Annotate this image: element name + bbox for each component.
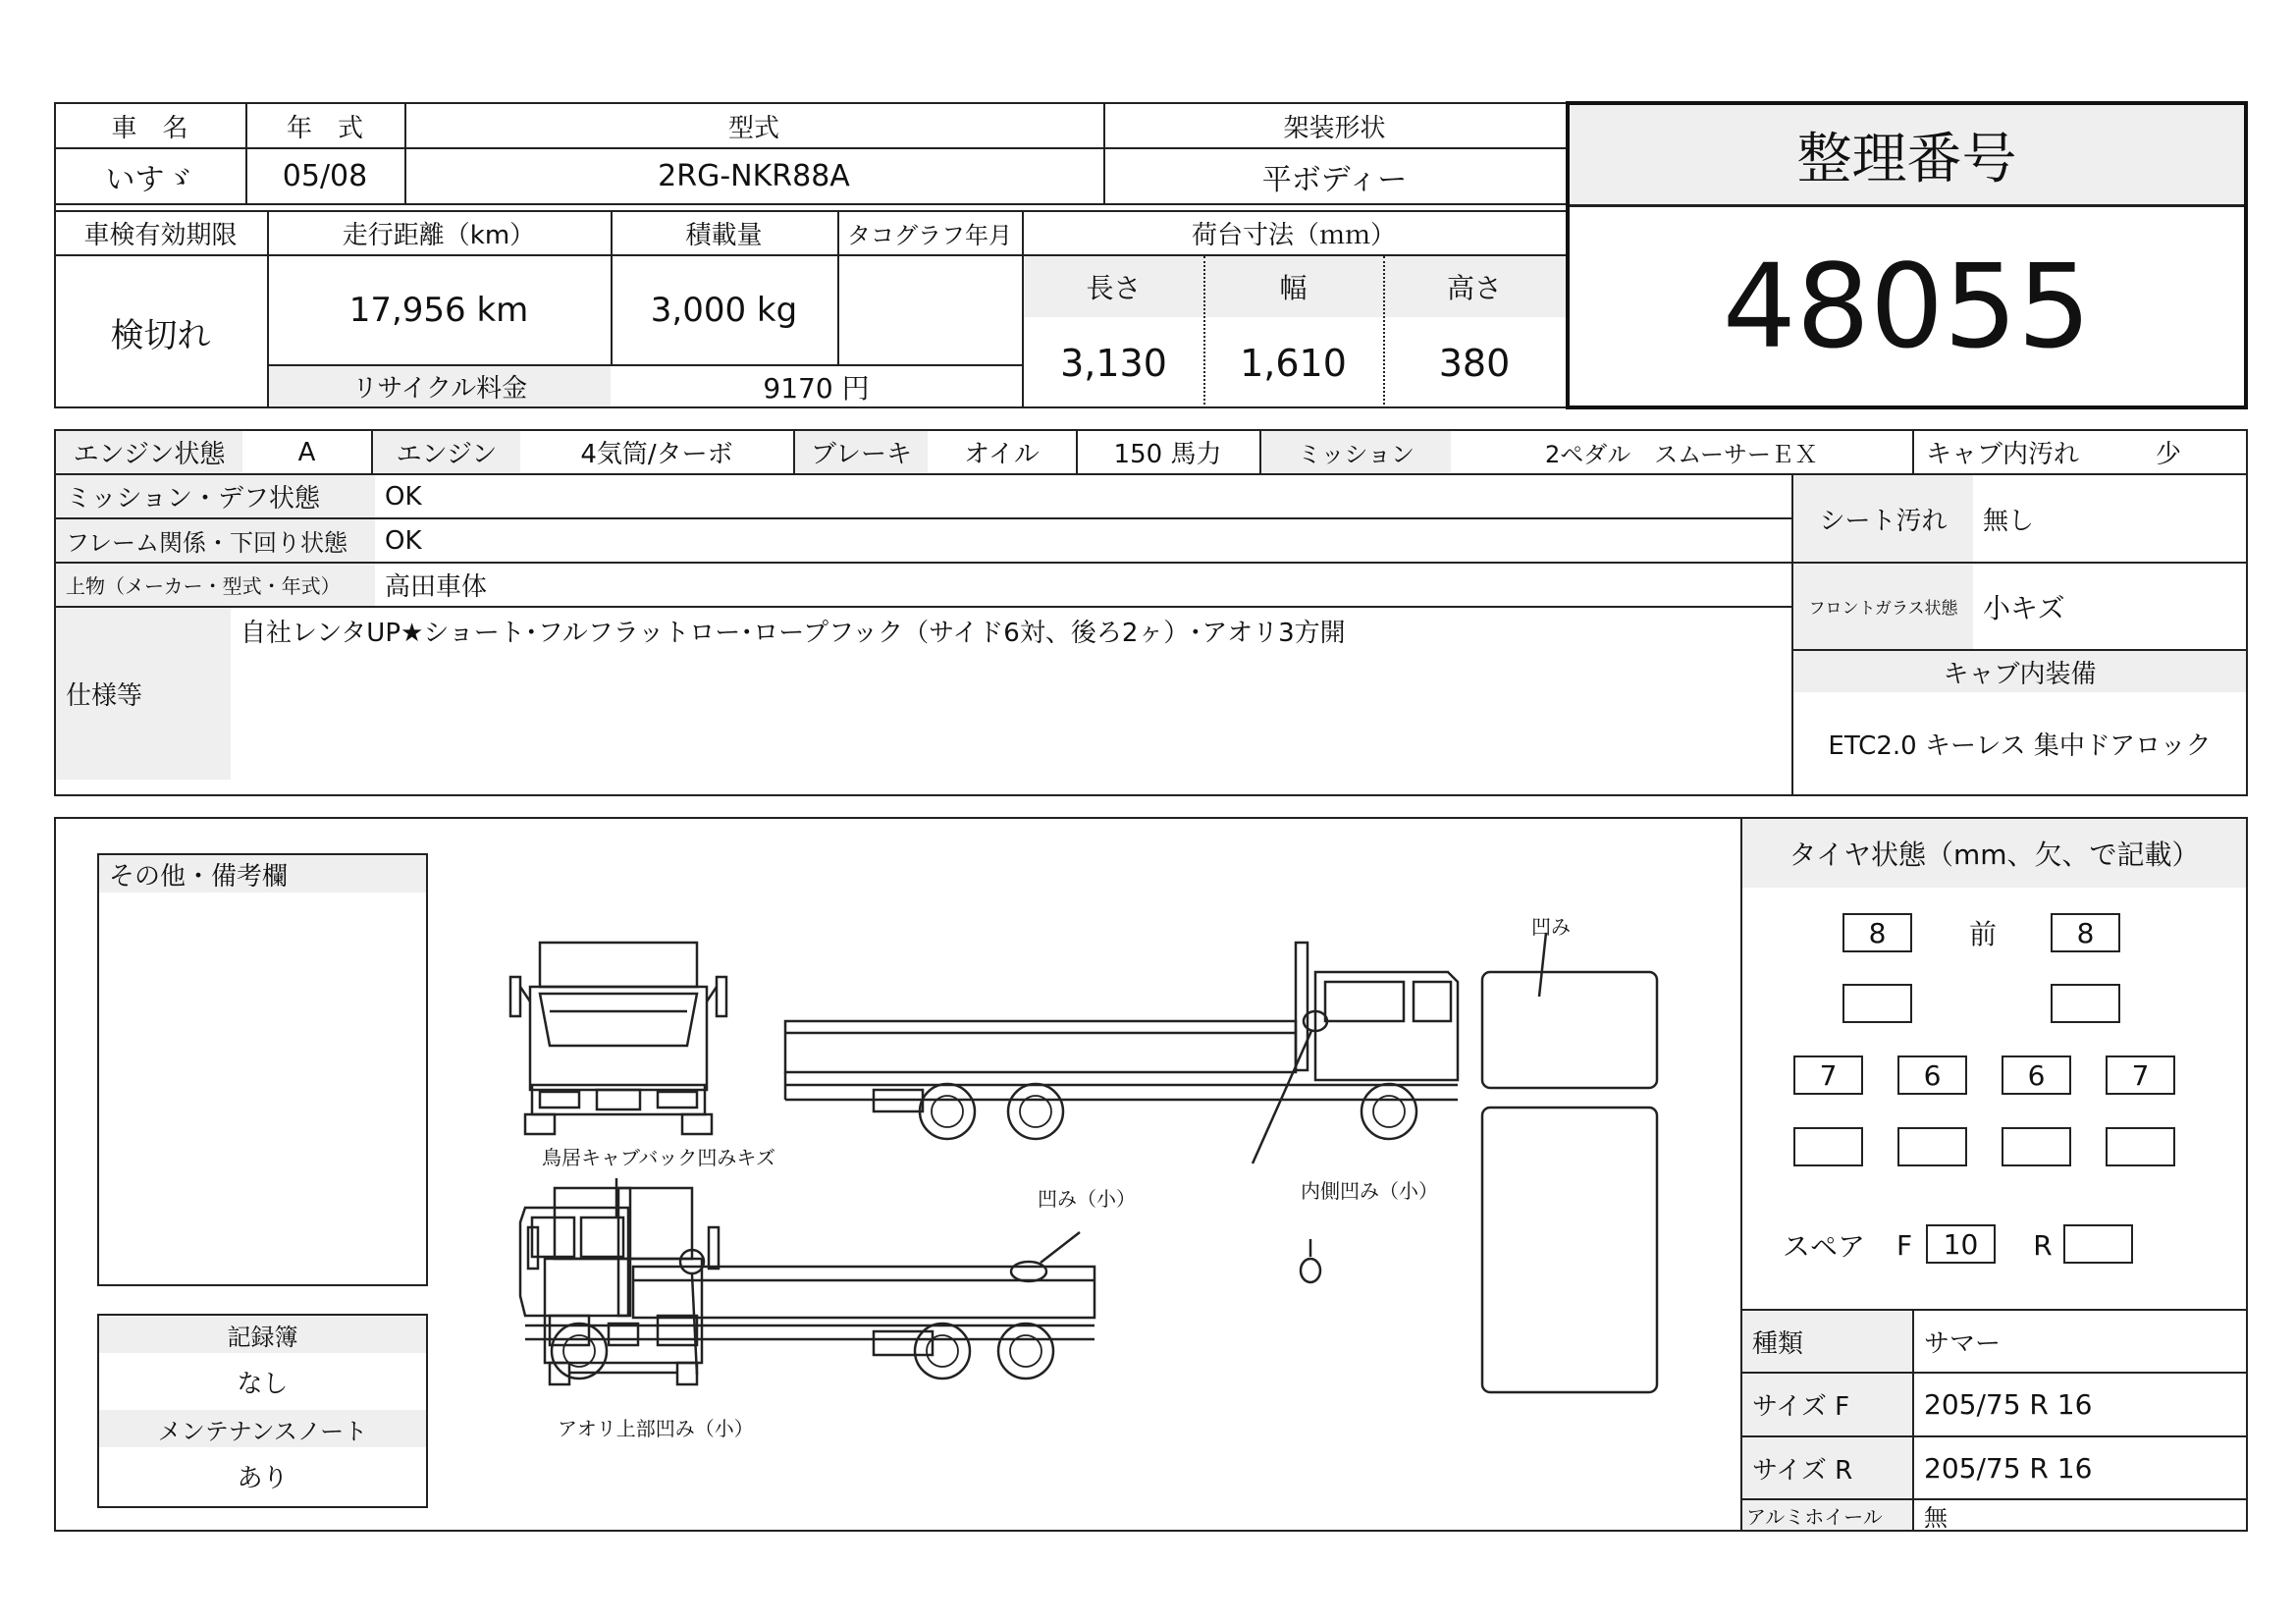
windshield-label: フロントガラス状態 xyxy=(1793,564,1973,649)
mileage-label: 走行距離（km） xyxy=(342,221,536,250)
body-type-value: 平ボディー xyxy=(1261,162,1408,197)
annotation-cab-back: 鳥居キャブバック凹みキズ xyxy=(542,1146,775,1169)
spare-f-value: 10 xyxy=(1926,1224,1996,1264)
tire-size-f-value: 205/75 R 16 xyxy=(1924,1388,2093,1421)
control-number-value: 48055 xyxy=(1722,239,2092,374)
width-label: 幅 xyxy=(1203,256,1383,317)
engine-state-label: エンジン状態 xyxy=(56,431,242,473)
tire-size-r-value: 205/75 R 16 xyxy=(1924,1451,2093,1485)
mission-label: ミッション xyxy=(1261,431,1451,473)
cab-equipment-value: ETC2.0 キーレス 集中ドアロック xyxy=(1828,730,2212,761)
capacity-value: 3,000 kg xyxy=(650,291,798,330)
height-label: 高さ xyxy=(1383,256,1566,317)
engine-label: エンジン xyxy=(373,431,520,473)
tire-rear-4: 7 xyxy=(2106,1055,2175,1095)
record-value: なし xyxy=(237,1369,289,1399)
tire-front-right: 8 xyxy=(2051,913,2120,952)
mission-diff-value: OK xyxy=(385,481,422,512)
truck-top-view xyxy=(1482,972,1657,1392)
tachograph-value xyxy=(837,256,1022,364)
tire-rear-3: 6 xyxy=(2002,1055,2071,1095)
spare-f-label: F xyxy=(1896,1228,1913,1262)
front-label: 前 xyxy=(1968,918,1997,950)
brake-value: オイル xyxy=(964,440,1040,469)
tire-rear-2: 6 xyxy=(1897,1055,1967,1095)
model-label: 型式 xyxy=(727,113,779,143)
model-value: 2RG-NKR88A xyxy=(658,159,850,193)
tire-rear-1-blank xyxy=(1793,1127,1863,1166)
mission-value: 2ペダル スムーサーＥＸ xyxy=(1544,441,1819,468)
recycle-label: リサイクル料金 xyxy=(269,366,611,406)
tire-size-f-label: サイズ F xyxy=(1742,1374,1912,1435)
upper-value: 高田車体 xyxy=(385,572,488,602)
annotation-inner-dent: 内側凹み（小） xyxy=(1301,1179,1438,1203)
alloy-label: アルミホイール xyxy=(1742,1500,1912,1530)
tire-front-left-blank xyxy=(1842,984,1912,1023)
spare-r-label: R xyxy=(2033,1228,2053,1262)
remarks-label: その他・備考欄 xyxy=(99,855,426,893)
frame-value: OK xyxy=(385,525,422,556)
tire-front-left: 8 xyxy=(1842,913,1912,952)
truck-front-view xyxy=(510,943,726,1134)
length-label: 長さ xyxy=(1024,256,1203,317)
remarks-box xyxy=(97,853,428,1286)
spare-label: スペア xyxy=(1782,1230,1865,1263)
tachograph-label: タコグラフ年月 xyxy=(847,222,1012,249)
truck-side-view-right xyxy=(520,1188,1095,1379)
recycle-value: 9170 円 xyxy=(763,371,870,405)
tire-rear-2-blank xyxy=(1897,1127,1967,1166)
tire-front-right-blank xyxy=(2051,984,2120,1023)
maintenance-value: あり xyxy=(237,1463,289,1493)
spec-label: 仕様等 xyxy=(56,608,231,780)
inspection-label: 車検有効期限 xyxy=(83,221,238,250)
cab-equipment-label: キャブ内装備 xyxy=(1793,651,2246,692)
alloy-value: 無 xyxy=(1924,1503,1948,1532)
year-label: 年 式 xyxy=(286,113,363,143)
mission-diff-label: ミッション・デフ状態 xyxy=(56,475,375,517)
engine-value: 4気筒/ターボ xyxy=(580,440,733,469)
frame-label: フレーム関係・下回り状態 xyxy=(56,519,375,562)
tire-type-label: 種類 xyxy=(1742,1311,1912,1372)
record-label: 記録簿 xyxy=(99,1316,426,1353)
maintenance-label: メンテナンスノート xyxy=(99,1410,426,1447)
tire-type-value: サマー xyxy=(1924,1328,2002,1359)
upper-label: 上物（メーカー・型式・年式） xyxy=(56,564,375,606)
seat-dirt-value: 無し xyxy=(1983,506,2035,536)
engine-state-value: A xyxy=(297,437,316,467)
spec-value: 自社レンタUP★ショート･フルフラットロー･ロープフック（サイド6対、後ろ2ヶ）･アオリ3方開 xyxy=(240,619,1346,648)
tire-rear-1: 7 xyxy=(1793,1055,1863,1095)
tire-rear-3-blank xyxy=(2002,1127,2071,1166)
seat-dirt-label: シート汚れ xyxy=(1793,475,1973,562)
mileage-value: 17,956 km xyxy=(348,291,529,330)
length-value: 3,130 xyxy=(1060,341,1167,385)
tire-rear-4-blank xyxy=(2106,1127,2175,1166)
control-number-label: 整理番号 xyxy=(1570,105,2244,204)
body-type-label: 架装形状 xyxy=(1283,113,1386,143)
record-box xyxy=(97,1314,428,1508)
annotation-dent-small: 凹み（小） xyxy=(1038,1187,1136,1211)
bed-size-label: 荷台寸法（ｍｍ） xyxy=(1191,221,1396,250)
car-name-value: いすゞ xyxy=(105,162,194,197)
width-value: 1,610 xyxy=(1240,341,1347,385)
truck-side-view-left xyxy=(785,943,1458,1139)
capacity-label: 積載量 xyxy=(685,221,763,250)
brake-label: ブレーキ xyxy=(795,431,928,473)
tire-panel-title: タイヤ状態（mm、欠、で記載） xyxy=(1742,819,2246,888)
spare-r-value xyxy=(2063,1224,2133,1264)
car-name-label: 車 名 xyxy=(111,113,188,143)
year-value: 05/08 xyxy=(282,159,368,193)
cab-dirt-label: キャブ内汚れ xyxy=(1925,440,2079,469)
height-value: 380 xyxy=(1438,341,1511,385)
horsepower-value: 150 馬力 xyxy=(1113,440,1222,469)
tire-size-r-label: サイズ R xyxy=(1742,1437,1912,1498)
annotation-gate-dent: アオリ上部凹み（小） xyxy=(558,1417,754,1440)
cab-dirt-value: 少 xyxy=(2155,440,2181,469)
annotation-dent-top: 凹み xyxy=(1531,915,1571,939)
inspection-value: 検切れ xyxy=(110,316,211,355)
control-number-box xyxy=(1566,101,2248,409)
windshield-value: 小キズ xyxy=(1983,591,2065,624)
